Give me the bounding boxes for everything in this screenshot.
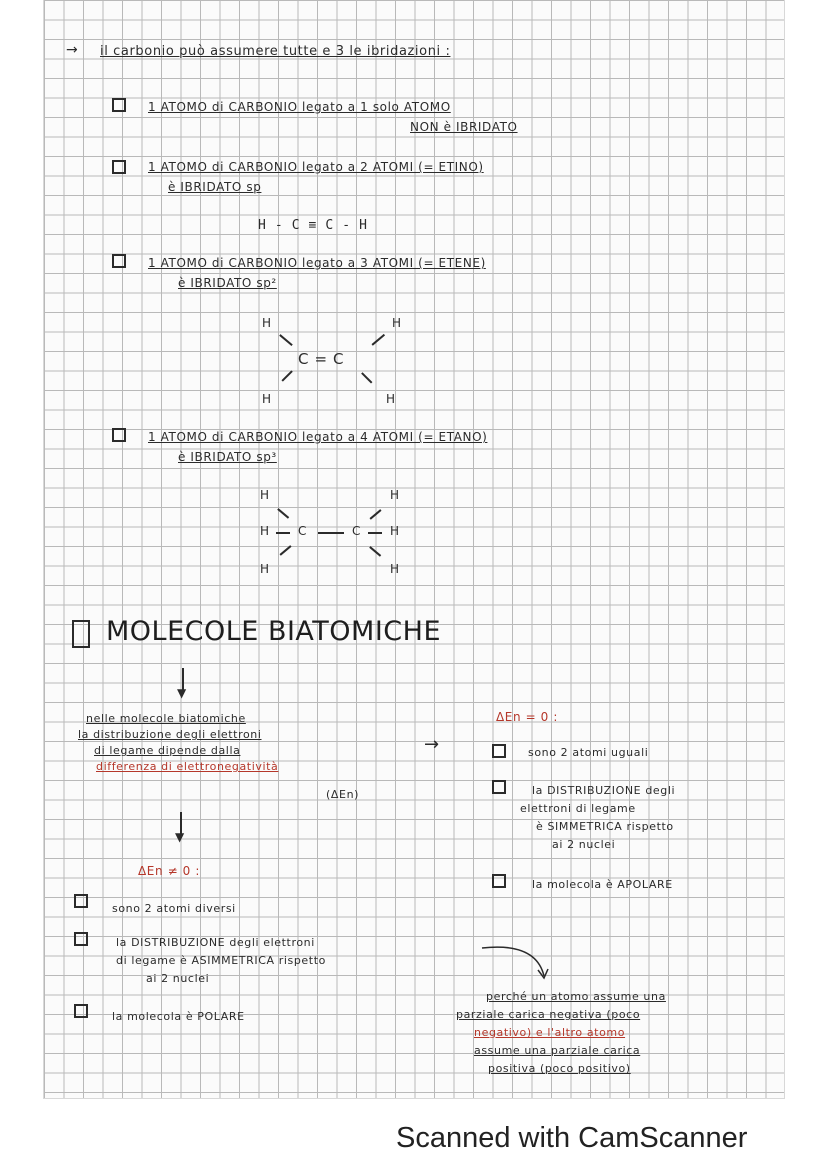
eq-item-1: sono 2 atomi uguali xyxy=(528,746,649,759)
checkbox-eq-2 xyxy=(492,780,506,794)
neq-item-2: la DISTRIBUZIONE degli elettroni xyxy=(116,936,315,949)
section-title: MOLECOLE BIATOMICHE xyxy=(106,616,442,647)
ethane-h-top-left: H xyxy=(260,488,270,502)
item1-line1: 1 ATOMO di CARBONIO legato a 1 solo ATOMO xyxy=(148,100,451,114)
left-line1: nelle molecole biatomiche xyxy=(86,712,246,725)
item3-line2: è IBRIDATO sp² xyxy=(178,276,277,290)
ethane-c-right: C xyxy=(352,524,361,538)
explanation-line2: parziale carica negativa (poco xyxy=(456,1008,641,1021)
ethane-h-right: H xyxy=(390,524,400,538)
left-line5: (ΔEn) xyxy=(326,788,360,801)
checkbox-neq-3 xyxy=(74,1004,88,1018)
ethane-bond-c-c xyxy=(318,532,344,534)
camscanner-watermark: Scanned with CamScanner xyxy=(396,1122,748,1154)
checkbox-item-1 xyxy=(112,98,126,112)
curved-arrow xyxy=(478,940,558,984)
intro-text: il carbonio può assumere tutte e 3 le ibridazioni : xyxy=(100,44,451,59)
title-down-arrowhead: ▼ xyxy=(177,686,187,700)
neq-item-5: la molecola è POLARE xyxy=(112,1010,245,1023)
ethane-bond-h-c-left xyxy=(276,532,290,534)
item3-line1: 1 ATOMO di CARBONIO legato a 3 ATOMI (= ETENE) xyxy=(148,256,486,270)
checkbox-item-4 xyxy=(112,428,126,442)
explanation-line4: assume una parziale carica xyxy=(474,1044,641,1057)
item4-line1: 1 ATOMO di CARBONIO legato a 4 ATOMI (= ETANO) xyxy=(148,430,488,444)
left-block-down-arrowhead: ▼ xyxy=(175,830,185,844)
intro-arrow: → xyxy=(66,42,79,58)
neq-item-3: di legame è ASIMMETRICA rispetto xyxy=(116,954,326,967)
left-line3: di legame dipende dalla xyxy=(94,744,241,757)
ethane-c-left: C xyxy=(298,524,307,538)
ethane-h-bottom-left: H xyxy=(260,562,270,576)
ethyne-formula: H - C ≡ C - H xyxy=(258,218,368,233)
delta-eq-label: ΔEn = 0 : xyxy=(496,710,558,724)
eq-item-2: la DISTRIBUZIONE degli xyxy=(532,784,676,797)
neq-item-4: ai 2 nuclei xyxy=(146,972,210,985)
ethane-h-left: H xyxy=(260,524,270,538)
arrow-to-right-block: → xyxy=(424,734,440,755)
left-line4: differenza di elettronegatività xyxy=(96,760,279,773)
checkbox-eq-1 xyxy=(492,744,506,758)
explanation-line3: negativo) e l'altro atomo xyxy=(474,1026,626,1039)
ethane-h-bottom-right: H xyxy=(390,562,400,576)
explanation-line1: perché un atomo assume una xyxy=(486,990,666,1003)
left-line2: la distribuzione degli elettroni xyxy=(78,728,262,741)
item2-line2: è IBRIDATO sp xyxy=(168,180,262,194)
item1-line2: NON è IBRIDATO xyxy=(410,120,518,134)
neq-item-1: sono 2 atomi diversi xyxy=(112,902,236,915)
eq-item-5: ai 2 nuclei xyxy=(552,838,616,851)
checkbox-item-3 xyxy=(112,254,126,268)
ethane-h-top-right: H xyxy=(390,488,400,502)
ethene-double-bond: C = C xyxy=(298,350,345,368)
checkbox-eq-3 xyxy=(492,874,506,888)
checkbox-neq-1 xyxy=(74,894,88,908)
ethene-h-top-right: H xyxy=(392,316,402,330)
item4-line2: è IBRIDATO sp³ xyxy=(178,450,277,464)
section-title-box xyxy=(72,620,90,648)
checkbox-neq-2 xyxy=(74,932,88,946)
ethene-h-bottom-right: H xyxy=(386,392,396,406)
explanation-line5: positiva (poco positivo) xyxy=(488,1062,631,1075)
ethene-h-top-left: H xyxy=(262,316,272,330)
eq-item-3: elettroni di legame xyxy=(520,802,636,815)
eq-item-4: è SIMMETRICA rispetto xyxy=(536,820,674,833)
eq-item-6: la molecola è APOLARE xyxy=(532,878,673,891)
item2-line1: 1 ATOMO di CARBONIO legato a 2 ATOMI (= ETINO) xyxy=(148,160,484,174)
ethane-bond-c-h-right xyxy=(368,532,382,534)
ethene-h-bottom-left: H xyxy=(262,392,272,406)
delta-neq-label: ΔEn ≠ 0 : xyxy=(138,864,200,878)
checkbox-item-2 xyxy=(112,160,126,174)
